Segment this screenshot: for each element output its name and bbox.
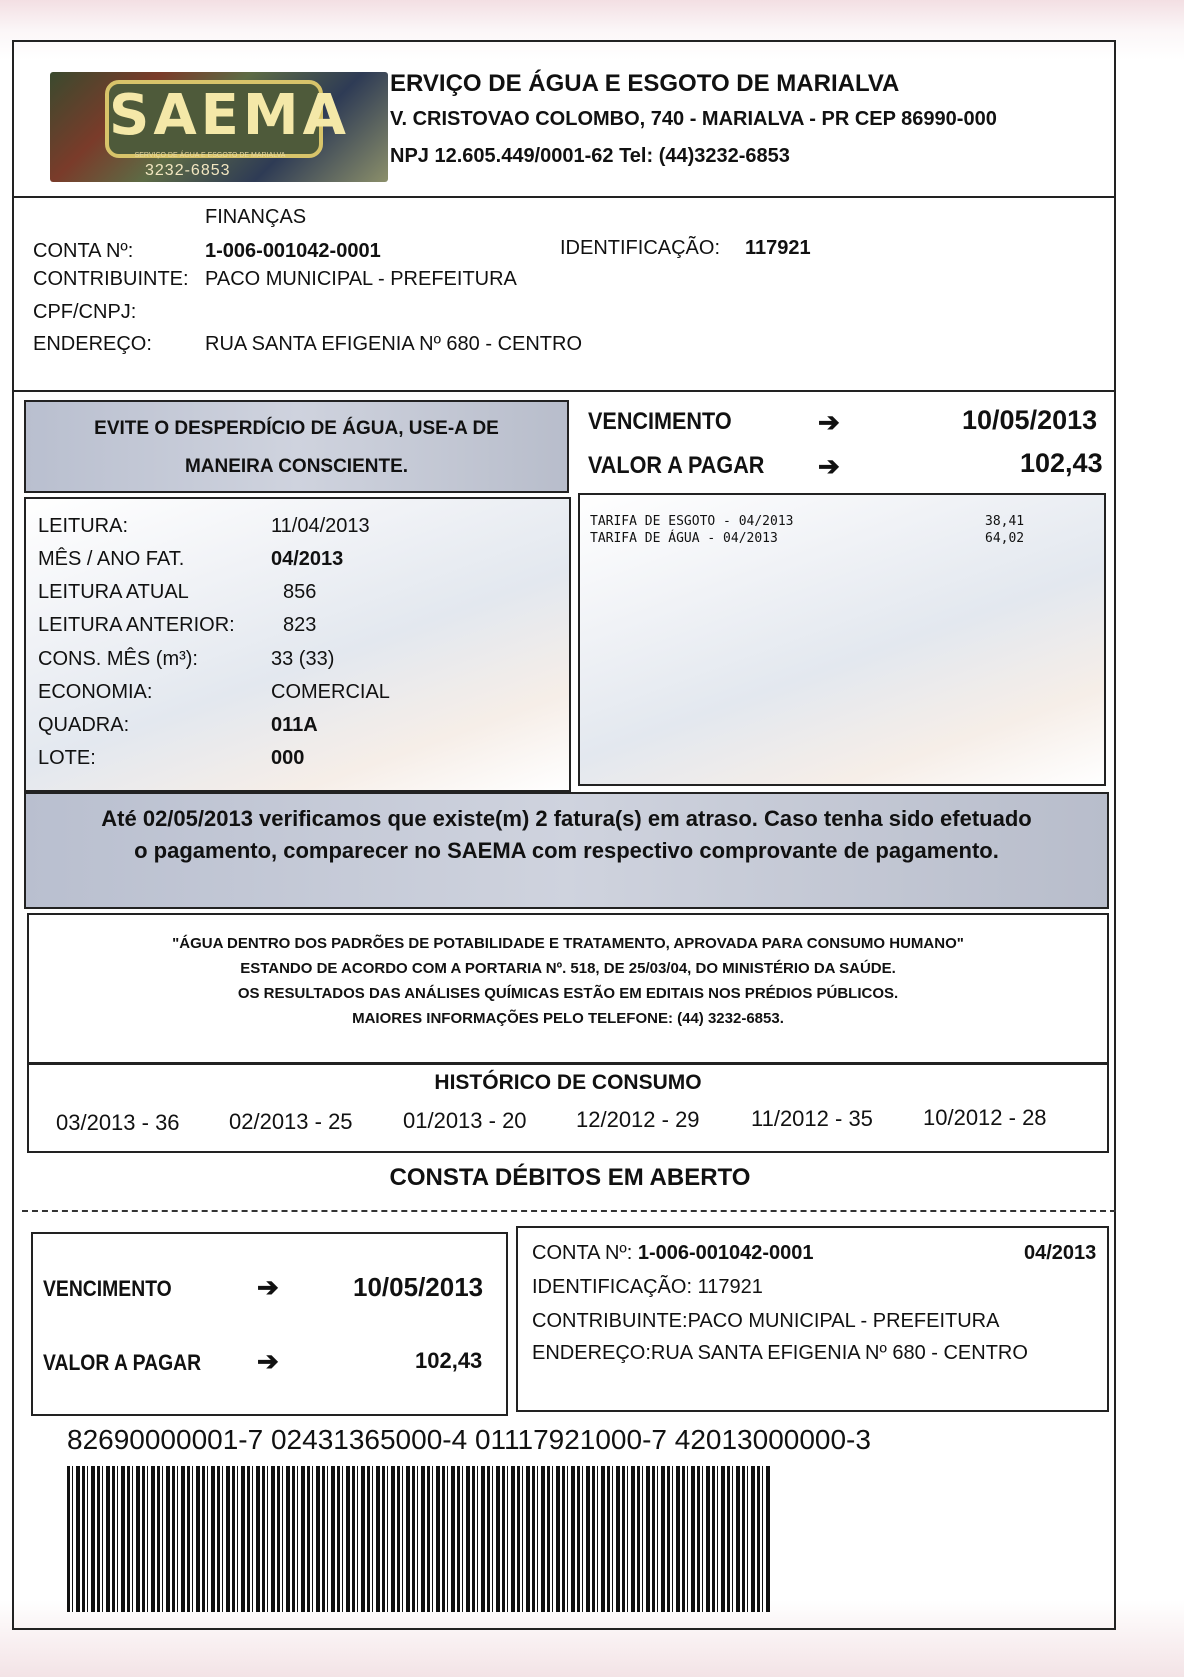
amount-value: 102,43	[1020, 448, 1103, 478]
contrib-value: PACO MUNICIPAL - PREFEITURA	[205, 268, 517, 290]
stub-contrib-label: CONTRIBUINTE:	[532, 1310, 688, 1332]
amount-label: VALOR A PAGAR	[588, 452, 765, 479]
amount-arrow-icon: ➔	[818, 451, 840, 481]
reading-label: LEITURA:	[38, 515, 129, 537]
history-item: 01/2013 - 20	[403, 1108, 527, 1133]
quality-line2: ESTANDO DE ACORDO COM A PORTARIA Nº. 518, DE 25/03/04, DO MINISTÉRIO DA SAÚDE.	[240, 960, 896, 977]
reading-label: CONS. MÊS (m³):	[38, 648, 198, 670]
company-cnpj: NPJ 12.605.449/0001-62 Tel: (44)3232-6853	[390, 145, 790, 167]
reading-value: 823	[283, 614, 317, 636]
stub-period: 04/2013	[1024, 1242, 1097, 1264]
account-box	[14, 198, 1114, 392]
tariff-label: TARIFA DE ESGOTO - 04/2013	[590, 514, 794, 529]
company-address: V. CRISTOVAO COLOMBO, 740 - MARIALVA - PR CEP 86990-000	[390, 108, 997, 130]
waste-notice	[24, 400, 569, 493]
history-item: 10/2012 - 28	[923, 1105, 1047, 1130]
reading-label: LEITURA ATUAL	[38, 581, 189, 603]
reading-value: 000	[271, 747, 305, 769]
stub-due-arrow-icon: ➔	[257, 1272, 279, 1302]
reading-value: 04/2013	[271, 548, 344, 570]
conta-value: 1-006-001042-0001	[205, 240, 381, 262]
history-item: 02/2013 - 25	[229, 1109, 353, 1134]
stub-due-box	[31, 1232, 508, 1416]
reading-value: 33 (33)	[271, 648, 335, 670]
contrib-label: CONTRIBUINTE:	[33, 268, 189, 290]
reading-label: LEITURA ANTERIOR:	[38, 614, 235, 636]
stub-contrib	[532, 1310, 999, 1333]
reading-label: LOTE:	[38, 747, 96, 769]
overdue-line2: o pagamento, comparecer no SAEMA com respectivo comprovante de pagamento.	[134, 838, 999, 863]
cut-line	[22, 1210, 1116, 1212]
debts-notice: CONSTA DÉBITOS EM ABERTO	[389, 1164, 751, 1191]
tariff-value: 38,41	[985, 514, 1025, 529]
stub-endereco-value: RUA SANTA EFIGENIA Nº 680 - CENTRO	[650, 1342, 1028, 1364]
stub-contrib-value: PACO MUNICIPAL - PREFEITURA	[687, 1310, 1000, 1332]
barcode-digits: 82690000001-7 02431365000-4 01117921000-7 42013000000-3	[67, 1424, 871, 1455]
history-item: 12/2012 - 29	[576, 1107, 700, 1132]
logo-subtitle: SERVIÇO DE ÁGUA E ESGOTO DE MARIALVA	[134, 152, 286, 159]
endereco-value: RUA SANTA EFIGENIA Nº 680 - CENTRO	[205, 333, 583, 355]
cpf-label: CPF/CNPJ:	[33, 301, 137, 323]
due-date-arrow-icon: ➔	[818, 407, 840, 437]
stub-amount-arrow-icon: ➔	[257, 1346, 279, 1376]
logo-phone: 3232-6853	[145, 162, 231, 179]
stub-account-box	[516, 1226, 1109, 1412]
stub-ident-value: 117921	[697, 1276, 763, 1298]
stub-due-value: 10/05/2013	[353, 1272, 484, 1302]
quality-box	[27, 913, 1109, 1064]
due-date-label: VENCIMENTO	[588, 408, 732, 435]
reading-label: QUADRA:	[38, 714, 130, 736]
overdue-line1: Até 02/05/2013 verificamos que existe(m) 2 fatura(s) em atraso. Caso tenha sido efetuado	[101, 806, 1032, 831]
company-name: ERVIÇO DE ÁGUA E ESGOTO DE MARIALVA	[390, 70, 900, 97]
reading-value: 11/04/2013	[271, 515, 370, 537]
stub-amount-value: 102,43	[415, 1348, 483, 1373]
tariff-value: 64,02	[985, 531, 1025, 546]
reading-value: 011A	[271, 714, 318, 736]
ident-value: 117921	[745, 237, 811, 259]
quality-line1: "ÁGUA DENTRO DOS PADRÕES DE POTABILIDADE E TRATAMENTO, APROVADA PARA CONSUMO HUMANO"	[172, 935, 964, 952]
quality-line4: MAIORES INFORMAÇÕES PELO TELEFONE: (44) 3232-6853.	[352, 1010, 784, 1027]
ident-label: IDENTIFICAÇÃO:	[560, 237, 721, 259]
tariff-label: TARIFA DE ÁGUA - 04/2013	[590, 531, 778, 546]
barcode	[67, 1466, 770, 1612]
stub-ident	[532, 1276, 763, 1299]
history-item: 11/2012 - 35	[751, 1106, 873, 1131]
stub-conta	[532, 1242, 814, 1265]
due-date-value: 10/05/2013	[962, 405, 1098, 435]
stub-conta-label: CONTA Nº:	[532, 1242, 633, 1264]
reading-value: 856	[283, 581, 317, 603]
reading-label: ECONOMIA:	[38, 681, 153, 703]
stub-endereco-label: ENDEREÇO:	[532, 1342, 651, 1364]
stub-endereco	[532, 1342, 1028, 1365]
history-title: HISTÓRICO DE CONSUMO	[434, 1071, 702, 1094]
stub-ident-label: IDENTIFICAÇÃO:	[532, 1276, 693, 1298]
saema-logo	[50, 72, 388, 182]
history-item: 03/2013 - 36	[56, 1110, 180, 1135]
reading-label: MÊS / ANO FAT.	[38, 548, 185, 570]
waste-notice-line2: MANEIRA CONSCIENTE.	[184, 456, 409, 477]
logo-text: SAEMA	[105, 80, 323, 158]
stub-conta-value: 1-006-001042-0001	[637, 1242, 814, 1264]
stub-amount-label: VALOR A PAGAR	[43, 1350, 202, 1375]
overdue-notice	[24, 792, 1109, 909]
section-title: FINANÇAS	[205, 206, 307, 228]
reading-value: COMERCIAL	[271, 681, 390, 703]
conta-label: CONTA Nº:	[33, 240, 134, 262]
endereco-label: ENDEREÇO:	[33, 333, 152, 355]
quality-line3: OS RESULTADOS DAS ANÁLISES QUÍMICAS ESTÃO EM EDITAIS NOS PRÉDIOS PÚBLICOS.	[237, 985, 899, 1002]
waste-notice-line1: EVITE O DESPERDÍCIO DE ÁGUA, USE-A DE	[94, 418, 499, 439]
stub-due-label: VENCIMENTO	[43, 1276, 172, 1301]
